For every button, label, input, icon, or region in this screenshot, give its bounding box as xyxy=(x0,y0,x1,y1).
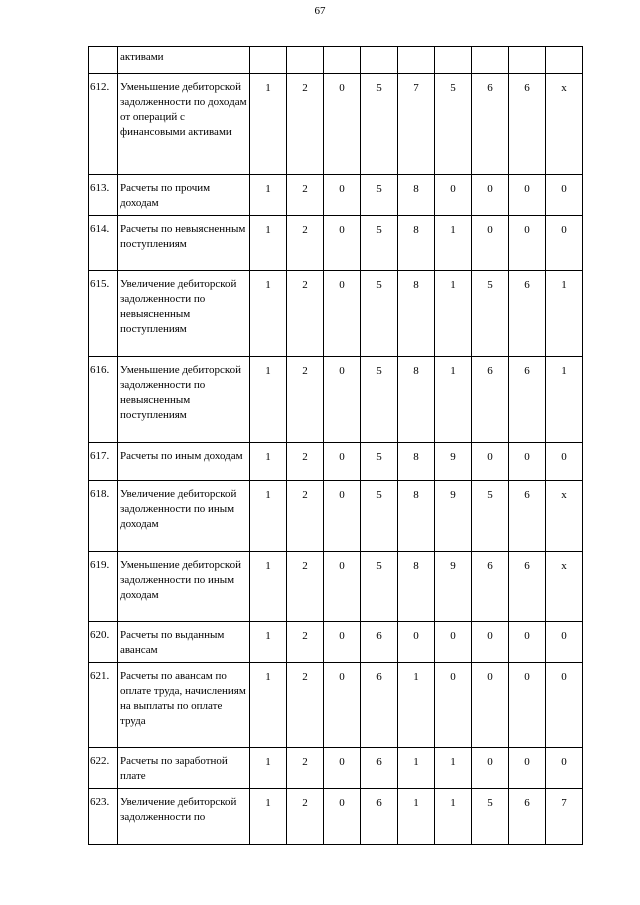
code-digit: 6 xyxy=(509,74,546,175)
code-digit: 1 xyxy=(250,357,287,443)
code-digit: 0 xyxy=(324,552,361,622)
code-digit: 2 xyxy=(287,74,324,175)
code-digit: х xyxy=(546,74,583,175)
account-name: Уменьшение дебиторской задолженности по доходам от операций с финансовыми активами xyxy=(118,74,250,175)
code-digit xyxy=(435,47,472,74)
code-digit: 5 xyxy=(361,443,398,481)
code-digit: 8 xyxy=(398,175,435,216)
code-digit: 5 xyxy=(361,552,398,622)
row-number: 620. xyxy=(89,622,118,663)
code-digit: 1 xyxy=(250,74,287,175)
table-row xyxy=(89,443,583,481)
code-digit: 8 xyxy=(398,443,435,481)
code-digit: 6 xyxy=(361,622,398,663)
code-digit: 6 xyxy=(509,357,546,443)
code-digit: 9 xyxy=(435,552,472,622)
code-digit: 1 xyxy=(250,443,287,481)
code-digit: 1 xyxy=(435,748,472,789)
row-number: 612. xyxy=(89,74,118,175)
table-row xyxy=(89,74,583,175)
code-digit: 8 xyxy=(398,271,435,357)
row-number: 616. xyxy=(89,357,118,443)
code-digit: 2 xyxy=(287,443,324,481)
code-digit: 0 xyxy=(546,663,583,748)
code-digit: 0 xyxy=(324,481,361,552)
accounts-table xyxy=(88,46,583,845)
code-digit: 2 xyxy=(287,622,324,663)
code-digit: 9 xyxy=(435,443,472,481)
code-digit: 6 xyxy=(509,552,546,622)
code-digit: 0 xyxy=(435,622,472,663)
code-digit: 5 xyxy=(435,74,472,175)
code-digit: 5 xyxy=(361,271,398,357)
code-digit: 2 xyxy=(287,481,324,552)
code-digit: 1 xyxy=(250,271,287,357)
account-name: Увеличение дебиторской задолженности по xyxy=(118,789,250,845)
page-number: 67 xyxy=(314,5,326,17)
account-name: Расчеты по прочим доходам xyxy=(118,175,250,216)
table-row xyxy=(89,789,583,845)
code-digit: 1 xyxy=(250,663,287,748)
code-digit: 1 xyxy=(398,748,435,789)
row-number: 615. xyxy=(89,271,118,357)
table-row xyxy=(89,216,583,271)
row-number: 619. xyxy=(89,552,118,622)
code-digit: 2 xyxy=(287,357,324,443)
code-digit: 1 xyxy=(250,481,287,552)
code-digit: 0 xyxy=(509,175,546,216)
code-digit: 6 xyxy=(472,74,509,175)
row-number: 613. xyxy=(89,175,118,216)
code-digit: 0 xyxy=(324,271,361,357)
code-digit: х xyxy=(546,481,583,552)
code-digit: 1 xyxy=(250,789,287,845)
code-digit: 6 xyxy=(509,271,546,357)
code-digit: 0 xyxy=(472,663,509,748)
code-digit: 8 xyxy=(398,481,435,552)
account-name: Расчеты по авансам по оплате труда, начислениям на выплаты по оплате труда xyxy=(118,663,250,748)
code-digit: 6 xyxy=(472,552,509,622)
code-digit: 6 xyxy=(361,789,398,845)
row-number: 622. xyxy=(89,748,118,789)
code-digit: 2 xyxy=(287,789,324,845)
code-digit: 1 xyxy=(546,271,583,357)
code-digit: 1 xyxy=(398,789,435,845)
table-row xyxy=(89,748,583,789)
code-digit: 0 xyxy=(435,175,472,216)
code-digit: 1 xyxy=(250,622,287,663)
code-digit: 0 xyxy=(509,216,546,271)
code-digit: 7 xyxy=(546,789,583,845)
code-digit: 0 xyxy=(509,748,546,789)
table-row xyxy=(89,357,583,443)
code-digit: 1 xyxy=(250,175,287,216)
code-digit: 8 xyxy=(398,552,435,622)
code-digit: 0 xyxy=(324,175,361,216)
code-digit xyxy=(361,47,398,74)
code-digit: 0 xyxy=(546,748,583,789)
code-digit: 0 xyxy=(324,789,361,845)
code-digit: 0 xyxy=(324,663,361,748)
code-digit: 2 xyxy=(287,175,324,216)
code-digit: 0 xyxy=(546,175,583,216)
code-digit: 1 xyxy=(250,216,287,271)
code-digit: 0 xyxy=(546,443,583,481)
row-number: 618. xyxy=(89,481,118,552)
code-digit: 9 xyxy=(435,481,472,552)
code-digit: 7 xyxy=(398,74,435,175)
account-name: Уменьшение дебиторской задолженности по невыясненным поступлениям xyxy=(118,357,250,443)
code-digit: 1 xyxy=(250,552,287,622)
code-digit: 6 xyxy=(472,357,509,443)
code-digit xyxy=(472,47,509,74)
code-digit: 0 xyxy=(509,622,546,663)
code-digit: 5 xyxy=(472,271,509,357)
code-digit: 0 xyxy=(324,443,361,481)
code-digit: х xyxy=(546,552,583,622)
code-digit: 0 xyxy=(398,622,435,663)
code-digit: 0 xyxy=(546,622,583,663)
code-digit: 6 xyxy=(361,663,398,748)
account-name: Увеличение дебиторской задолженности по иным доходам xyxy=(118,481,250,552)
account-name: Увеличение дебиторской задолженности по невыясненным поступлениям xyxy=(118,271,250,357)
account-name: Расчеты по заработной плате xyxy=(118,748,250,789)
code-digit: 5 xyxy=(361,481,398,552)
code-digit: 5 xyxy=(472,481,509,552)
row-number xyxy=(89,47,118,74)
code-digit: 0 xyxy=(472,175,509,216)
code-digit: 1 xyxy=(398,663,435,748)
code-digit xyxy=(250,47,287,74)
table-body xyxy=(89,47,583,845)
code-digit: 1 xyxy=(435,789,472,845)
code-digit: 0 xyxy=(509,663,546,748)
table-row xyxy=(89,663,583,748)
table-row xyxy=(89,552,583,622)
table-row xyxy=(89,622,583,663)
code-digit: 0 xyxy=(472,748,509,789)
code-digit: 1 xyxy=(546,357,583,443)
account-name: Расчеты по невыясненным поступлениям xyxy=(118,216,250,271)
row-number: 621. xyxy=(89,663,118,748)
code-digit: 1 xyxy=(435,357,472,443)
table-row xyxy=(89,47,583,74)
code-digit xyxy=(398,47,435,74)
account-name: Уменьшение дебиторской задолженности по иным доходам xyxy=(118,552,250,622)
code-digit: 1 xyxy=(435,271,472,357)
code-digit: 5 xyxy=(361,175,398,216)
code-digit: 2 xyxy=(287,271,324,357)
row-number: 617. xyxy=(89,443,118,481)
code-digit: 0 xyxy=(324,74,361,175)
table-row xyxy=(89,481,583,552)
code-digit xyxy=(509,47,546,74)
code-digit: 2 xyxy=(287,216,324,271)
code-digit: 2 xyxy=(287,552,324,622)
code-digit: 5 xyxy=(361,216,398,271)
code-digit: 0 xyxy=(324,357,361,443)
code-digit: 6 xyxy=(361,748,398,789)
code-digit: 2 xyxy=(287,748,324,789)
code-digit: 8 xyxy=(398,216,435,271)
code-digit: 5 xyxy=(361,74,398,175)
account-name: Расчеты по иным доходам xyxy=(118,443,250,481)
code-digit: 1 xyxy=(250,748,287,789)
code-digit: 5 xyxy=(472,789,509,845)
code-digit xyxy=(324,47,361,74)
code-digit: 0 xyxy=(324,216,361,271)
code-digit: 0 xyxy=(472,216,509,271)
code-digit: 0 xyxy=(435,663,472,748)
code-digit: 8 xyxy=(398,357,435,443)
account-name: активами xyxy=(118,47,250,74)
code-digit: 6 xyxy=(509,481,546,552)
code-digit: 0 xyxy=(324,748,361,789)
code-digit xyxy=(546,47,583,74)
code-digit: 5 xyxy=(361,357,398,443)
code-digit: 0 xyxy=(472,622,509,663)
code-digit: 2 xyxy=(287,663,324,748)
code-digit: 0 xyxy=(324,622,361,663)
code-digit: 0 xyxy=(546,216,583,271)
code-digit: 6 xyxy=(509,789,546,845)
row-number: 614. xyxy=(89,216,118,271)
code-digit: 0 xyxy=(472,443,509,481)
code-digit: 1 xyxy=(435,216,472,271)
table-row xyxy=(89,271,583,357)
code-digit: 0 xyxy=(509,443,546,481)
table-row xyxy=(89,175,583,216)
code-digit xyxy=(287,47,324,74)
row-number: 623. xyxy=(89,789,118,845)
account-name: Расчеты по выданным авансам xyxy=(118,622,250,663)
